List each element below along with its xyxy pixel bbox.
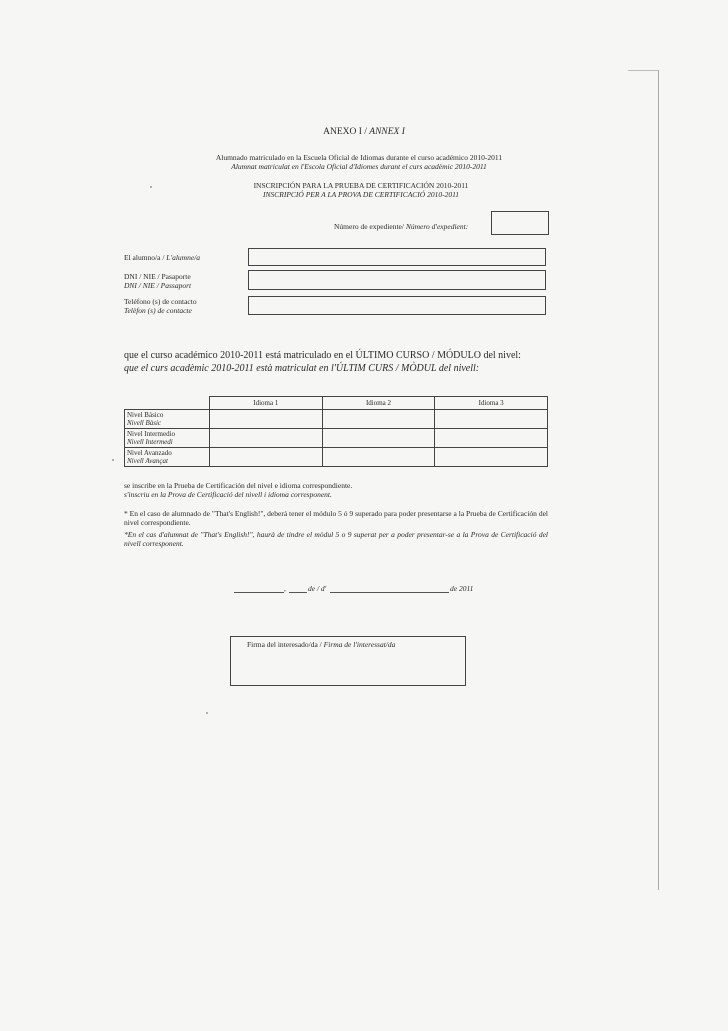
header-line1-ca: Alumnat matriculat en l'Escola Oficial d'Idiomes durant el curs acadèmic 2010-2011 xyxy=(231,162,487,171)
scan-speck xyxy=(206,712,208,714)
level-cell[interactable] xyxy=(435,448,548,467)
table-row xyxy=(125,429,548,448)
month-line[interactable] xyxy=(330,592,449,593)
place-line[interactable] xyxy=(234,592,284,593)
table-header-row xyxy=(125,397,548,410)
levels-table xyxy=(124,396,548,467)
level-label: Nivel Básico Nivell Bàsic xyxy=(125,410,210,429)
inscribe-ca: s'inscriu en la Prova de Certificació del nivell i idioma corresponent. xyxy=(124,490,332,499)
level-cell[interactable] xyxy=(322,429,435,448)
level-cell[interactable] xyxy=(210,429,323,448)
signature-box[interactable] xyxy=(230,636,466,686)
expediente-label: Número de expediente/ Número d'expedient: xyxy=(334,222,469,231)
level-cell[interactable] xyxy=(435,410,548,429)
alumno-input[interactable] xyxy=(248,248,546,266)
telefono-input[interactable] xyxy=(248,296,546,315)
table-row xyxy=(125,448,548,467)
header-line1-es: Alumnado matriculado en la Escuela Oficial de Idiomas durante el curso académico 2010-2011 xyxy=(215,153,503,162)
dni-input[interactable] xyxy=(248,270,546,290)
document-title xyxy=(0,127,728,137)
statement-ca: que el curs acadèmic 2010-2011 està matriculat en l'ÚLTIM CURS / MÒDUL del nivell: xyxy=(124,363,480,374)
dni-label: DNI / NIE / Pasaporte DNI / NIE / Passaport xyxy=(124,272,192,290)
level-cell[interactable] xyxy=(435,429,548,448)
expediente-input[interactable] xyxy=(491,211,549,235)
scan-speck xyxy=(112,459,114,461)
header-line2-ca: INSCRIPCIÓ PER A LA PROVA DE CERTIFICACIÓ 2010-2011 xyxy=(262,190,460,199)
note-es: * En el caso de alumnado de "That's English!", deberá tener el módulo 5 ó 9 superado para poder presentarse a la Prueba de Certificación del nivel correspondiente. xyxy=(124,509,548,527)
column-header: Idioma 3 xyxy=(435,397,548,410)
title-es: ANEXO I / xyxy=(323,127,367,137)
signature-label: Firma del interesado/da / Firma de l'interessat/da xyxy=(247,640,396,649)
table-row xyxy=(125,410,548,429)
telefono-label: Teléfono (s) de contacto Telèfon (s) de contacte xyxy=(124,297,197,315)
level-cell[interactable] xyxy=(210,410,323,429)
date-comma: , xyxy=(284,584,286,593)
note-ca: *En el cas d'alumnat de "That's English!", haurà de tindre el mòdul 5 o 9 superat per a poder presentar-se a la Prova de Certificació del nivell corresponent. xyxy=(124,530,548,548)
scan-speck xyxy=(628,70,658,71)
title-ca: ANNEX I xyxy=(369,127,405,137)
date-de: de / d' xyxy=(308,584,327,593)
level-cell[interactable] xyxy=(210,448,323,467)
level-cell[interactable] xyxy=(322,448,435,467)
day-line[interactable] xyxy=(289,592,307,593)
header-line2-es: INSCRIPCIÓN PARA LA PRUEBA DE CERTIFICACIÓN 2010-2011 xyxy=(253,181,469,190)
column-header: Idioma 1 xyxy=(210,397,323,410)
column-header: Idioma 2 xyxy=(322,397,435,410)
alumno-label: El alumno/a / L'alumne/a xyxy=(124,253,200,262)
level-label: Nivel Avanzado Nivell Avançat xyxy=(125,448,210,467)
statement-es: que el curso académico 2010-2011 está matriculado en el ÚLTIMO CURSO / MÓDULO del nivel: xyxy=(124,350,521,361)
inscribe-es: se inscribe en la Prueba de Certificación del nivel e idioma correspondiente. xyxy=(124,481,353,490)
date-year: de 2011 xyxy=(450,584,474,593)
level-cell[interactable] xyxy=(322,410,435,429)
level-label: Nivel Intermedio Nivell Intermedi xyxy=(125,429,210,448)
